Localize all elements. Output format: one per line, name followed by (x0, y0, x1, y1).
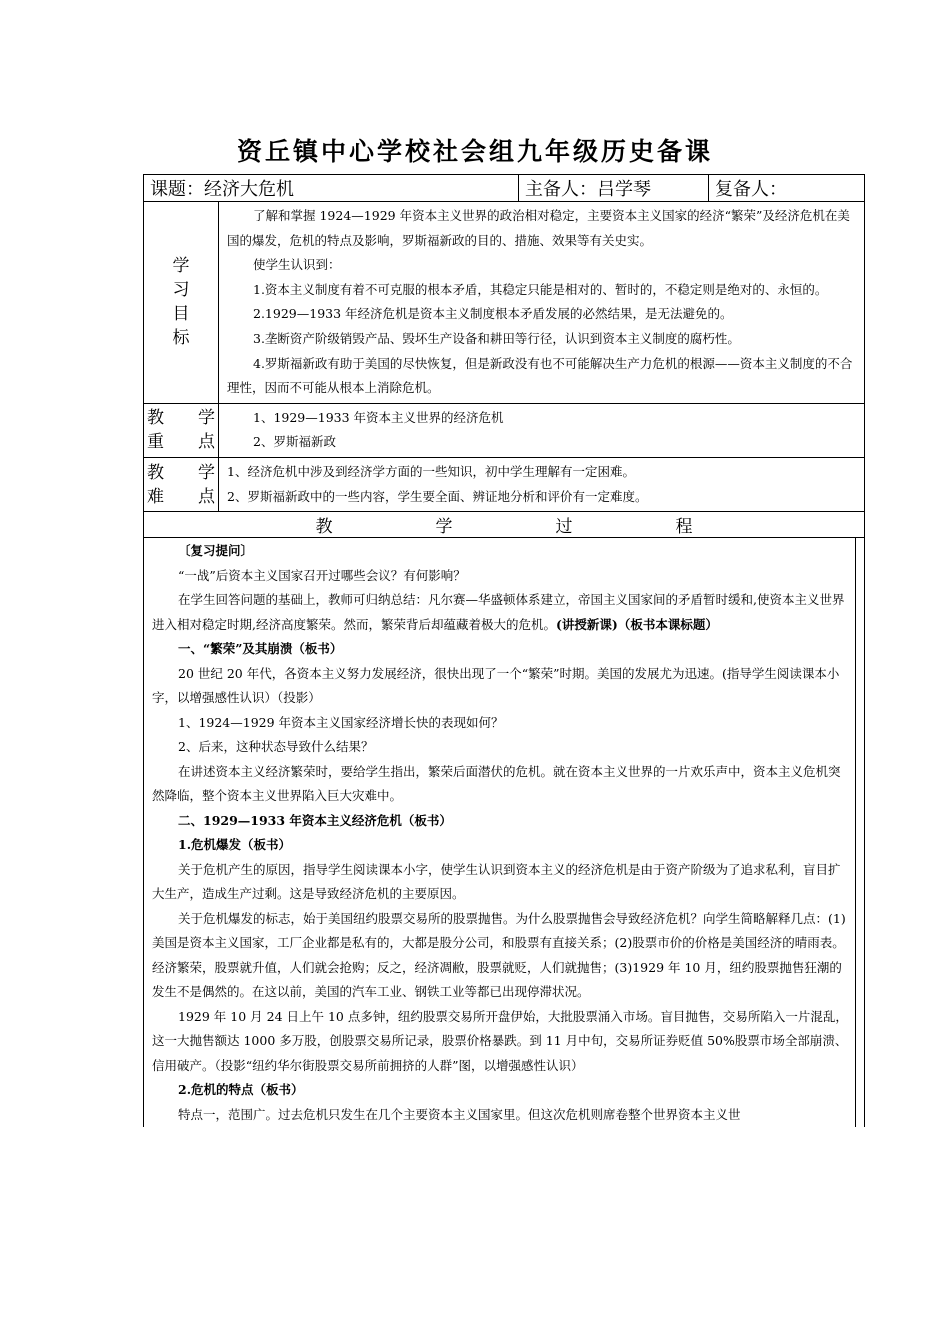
process-row (144, 538, 865, 1128)
label-char: 目 (172, 304, 190, 325)
key-point-item: 2、罗斯福新政 (253, 434, 336, 450)
process-paragraph: 20 世纪 20 年代，各资本主义努力发展经济，很快出现了一个“繁荣”时期。美国的发展尤为迅速。(指导学生阅读课本小字，以增强感性认识）（投影） (152, 665, 840, 706)
header-row (144, 175, 865, 202)
key-points-row (144, 403, 865, 457)
lead-preparer-cell: 主备人：吕学琴 (519, 175, 709, 202)
objective-paragraph: 2.1929—1933 年经济危机是资本主义制度根本矛盾发展的必然结果，是无法避免的。 (253, 306, 733, 322)
difficulty-item: 1、经济危机中涉及到经济学方面的一些知识，初中学生理解有一定困难。 (227, 463, 635, 479)
process-paragraph: 关于危机产生的原因，指导学生阅读课本小字，使学生认识到资本主义的经济危机是由于资产阶级为了追求私利，盲目扩大生产，造成生产过剩。这是导致经济危机的主要原因。 (152, 861, 841, 902)
process-paragraph (152, 588, 849, 637)
process-bold-note: (讲授新课)（板书本课标题） (555, 616, 718, 632)
key-points-label (144, 403, 219, 457)
objective-paragraph: 使学生认识到： (253, 257, 341, 273)
subsection-heading: 2.危机的特点（板书） (178, 1082, 304, 1098)
label-line: 重 点 (147, 432, 215, 453)
process-text: 在学生回答问题的基础上，教师可归纳总结：凡尔赛—华盛顿体系建立，帝国主义国家间的矛盾暂时缓和,使资本主义世界进入相对稳定时期,经济高度繁荣。然而，繁荣背后却蕴藏着极大的危机。 (152, 592, 845, 632)
objectives-label (144, 202, 219, 404)
key-point-item: 1、1929—1933 年资本主义世界的经济危机 (253, 409, 504, 425)
objective-paragraph: 1.资本主义制度有着不可克服的根本矛盾，其稳定只能是相对的、暂时的，不稳定则是绝对的、永恒的。 (253, 281, 828, 297)
subsection-heading: 1.危机爆发（板书） (178, 837, 292, 853)
key-points-content (219, 403, 865, 457)
document-title: 资丘镇中心学校社会组九年级历史备课 (236, 137, 713, 166)
topic-cell: 课题：经济大危机 (144, 175, 519, 202)
process-paragraph: 特点一，范围广。过去危机只发生在几个主要资本主义国家里。但这次危机则席卷整个世界资本主义世 (178, 1106, 741, 1122)
section-heading: 一、“繁荣”及其崩溃（板书） (178, 641, 343, 657)
label-char: 学 (172, 256, 190, 277)
lesson-plan-table (143, 174, 865, 1127)
label-line: 难 点 (147, 486, 215, 507)
process-paragraph: 1929 年 10 月 24 日上午 10 点多钟，纽约股票交易所开盘伊始，大批股票涌入市场。盲目抛售，交易所陷入一片混乱，这一大抛售额达 1000 多万股，创股票交易所记录，股票价格暴跌。到 11 月中旬，交易所证券贬值 50%股票市场全部崩溃、信用破产。（投影“纽约华尔街股票交易所前拥挤的人群”图，以增强感性认识） (152, 1008, 848, 1073)
label-char: 习 (172, 280, 190, 301)
label-char: 标 (172, 328, 190, 349)
process-paragraph: 2、后来，这种状态导致什么结果？ (178, 739, 374, 755)
section-heading: 二、1929—1933 年资本主义经济危机（板书） (178, 812, 452, 828)
process-paragraph: 1、1924—1929 年资本主义国家经济增长快的表现如何？ (178, 714, 504, 730)
process-header-char: 程 (675, 517, 693, 538)
difficulties-content (219, 457, 865, 511)
process-header (144, 512, 865, 538)
process-header-char: 学 (435, 517, 453, 538)
difficulties-row (144, 457, 865, 511)
review-heading: 〔复习提问〕 (178, 543, 254, 559)
process-paragraph: 关于危机爆发的标志，始于美国纽约股票交易所的股票抛售。为什么股票抛售会导致经济危机？向学生简略解释几点：(1)美国是资本主义国家，工厂企业都是私有的，大都是股分公司，和股票有直接关系；(2)股票市价的价格是美国经济的晴雨表。经济繁荣，股票就升值，人们就会抢购；反之，经济凋敝，股票就贬，人们就抛售；(3)1929 年 10 月，纽约股票抛售狂潮的发生不是偶然的。在这以前，美国的汽车工业、钢铁工业等都已出现停滞状况。 (152, 910, 846, 1000)
process-header-char: 过 (555, 517, 573, 538)
label-line: 教 学 (147, 462, 215, 483)
difficulty-item: 2、罗斯福新政中的一些内容，学生要全面、辨证地分析和评价有一定难度。 (227, 488, 648, 504)
label-line: 教 学 (147, 408, 215, 429)
review-preparer-cell: 复备人： (709, 175, 865, 202)
process-header-row (144, 512, 865, 538)
difficulties-label (144, 457, 219, 511)
objective-paragraph: 4.罗斯福新政有助于美国的尽快恢复，但是新政没有也不可能解决生产力危机的根源——资本主义制度的不合理性，因而不可能从根本上消除危机。 (227, 355, 853, 396)
process-content (144, 538, 856, 1128)
margin-column (856, 538, 865, 1128)
objectives-content (219, 202, 865, 404)
objective-paragraph: 了解和掌握 1924—1929 年资本主义世界的政治相对稳定，主要资本主义国家的经济“繁荣”及经济危机在美国的爆发，危机的特点及影响，罗斯福新政的目的、措施、效果等有关史实。 (227, 208, 850, 248)
process-header-char: 教 (315, 517, 333, 538)
objective-paragraph: 3.垄断资产阶级销毁产品、毁坏生产设备和耕田等行径，认识到资本主义制度的腐朽性。 (253, 330, 740, 346)
process-paragraph: “一战”后资本主义国家召开过哪些会议？有何影响？ (178, 567, 466, 583)
process-paragraph: 在讲述资本主义经济繁荣时，要给学生指出，繁荣后面潜伏的危机。就在资本主义世界的一片欢乐声中，资本主义危机突然降临，整个资本主义世界陷入巨大灾难中。 (152, 763, 841, 804)
objectives-row (144, 202, 865, 404)
